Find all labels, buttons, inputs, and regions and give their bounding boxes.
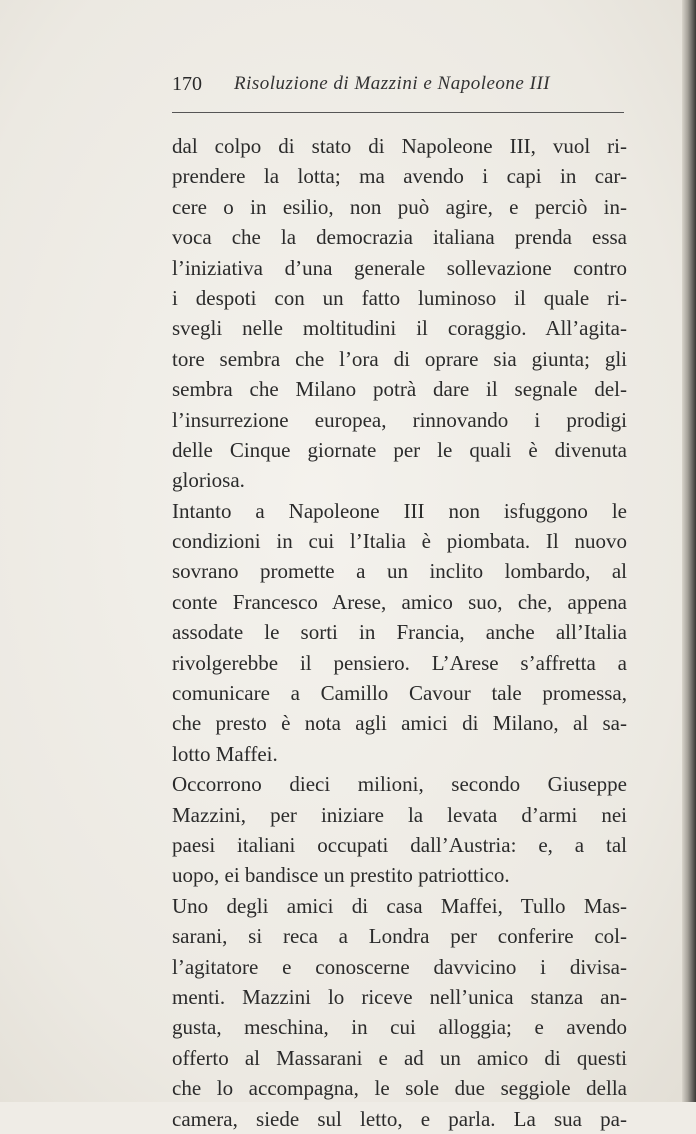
text-line: sovrano promette a un inclito lombardo, al [172,559,627,584]
text-line: camera, siede sul letto, e parla. La sua pa- [172,1106,627,1131]
body-text [172,131,627,1134]
text-line: comunicare a Camillo Cavour tale promessa, [172,681,627,706]
text-line: l’iniziativa d’una generale sollevazione contro [172,255,627,280]
text-line: gusta, meschina, in cui alloggia; e avendo [172,1015,627,1040]
text-line: Mazzini, per iniziare la levata d’armi nei [172,802,627,827]
text-line: sembra che Milano potrà dare il segnale del- [172,377,627,402]
text-line: che lo accompagna, le sole due seggiole della [172,1076,627,1101]
text-line: rivolgerebbe il pensiero. L’Arese s’affretta a [172,650,627,675]
page-number: 170 [172,73,202,95]
text-line: offerto al Massarani e ad un amico di questi [172,1045,627,1070]
text-line: sarani, si reca a Londra per conferire col- [172,924,627,949]
text-line: assodate le sorti in Francia, anche all’Italia [172,620,627,645]
text-line: i despoti con un fatto luminoso il quale ri- [172,285,627,310]
book-spine-shadow [682,0,696,1102]
text-line: svegli nelle moltitudini il coraggio. All’agita- [172,316,627,341]
text-line: gloriosa. [172,468,245,493]
text-line: Occorrono dieci milioni, secondo Giuseppe [172,772,627,797]
text-line: voca che la democrazia italiana prenda essa [172,225,627,250]
text-line: condizioni in cui l’Italia è piombata. Il nuovo [172,529,627,554]
text-line: cere o in esilio, non può agire, e perciò in- [172,194,627,219]
text-line: tore sembra che l’ora di oprare sia giunta; gli [172,346,627,371]
running-title: Risoluzione di Mazzini e Napoleone III [234,73,551,94]
text-line: l’insurrezione europea, rinnovando i prodigi [172,407,627,432]
text-line: Uno degli amici di casa Maffei, Tullo Mas- [172,893,627,918]
text-line: dal colpo di stato di Napoleone III, vuol ri- [172,134,627,158]
text-line: Intanto a Napoleone III non isfuggono le [172,498,627,523]
text-line: l’agitatore e conoscerne davvicino i divisa- [172,954,627,979]
text-line: uopo, ei bandisce un prestito patriottico. [172,863,510,888]
text-line: paesi italiani occupati dall’Austria: e, a tal [172,832,627,857]
text-line: conte Francesco Arese, amico suo, che, appena [172,589,627,614]
text-line: menti. Mazzini lo riceve nell’unica stanza an- [172,984,627,1009]
text-line: prendere la lotta; ma avendo i capi in car- [172,164,627,189]
text-line: delle Cinque giornate per le quali è divenuta [172,437,627,462]
text-line: lotto Maffei. [172,741,278,766]
header-rule [172,112,624,113]
text-line: che presto è nota agli amici di Milano, al sa- [172,711,627,736]
page-header [172,73,624,103]
